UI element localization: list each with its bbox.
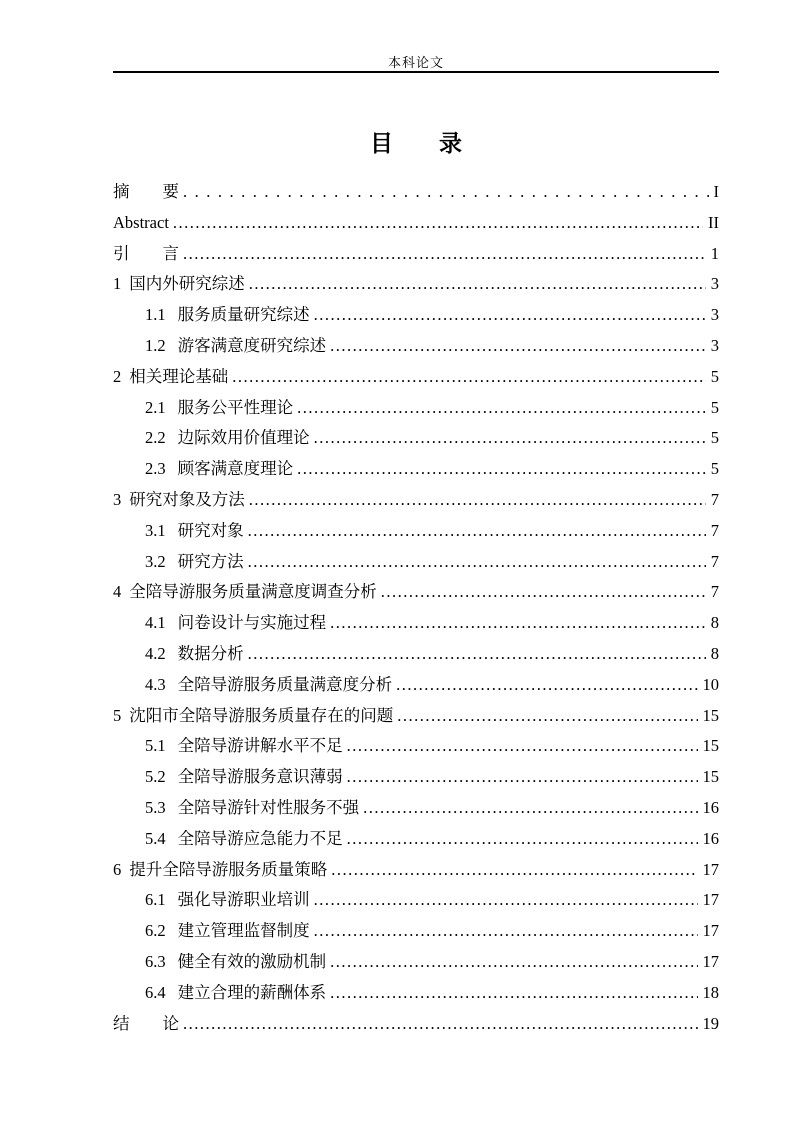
- dot-leader: [396, 670, 697, 701]
- page-number[interactable]: 15: [702, 767, 719, 787]
- page-number[interactable]: 15: [702, 736, 719, 756]
- toc-entry-number: 2.2: [145, 428, 166, 448]
- toc-entry-label: 全陪导游服务意识薄弱: [177, 767, 343, 787]
- dot-leader: [249, 485, 706, 516]
- toc-entry-number: 1: [113, 274, 122, 294]
- dot-leader: [173, 208, 703, 239]
- toc-entry-number: 4.1: [145, 613, 166, 633]
- toc-entry-number: 5.1: [145, 736, 166, 756]
- dot-leader: [347, 824, 698, 855]
- toc-entry-number: 5.2: [145, 767, 166, 787]
- toc-entry-label: 提升全陪导游服务质量策略: [129, 859, 328, 879]
- dot-leader: [183, 177, 709, 208]
- dot-leader: [330, 978, 697, 1009]
- toc-entry-label: 全陪导游服务质量满意度调查分析: [129, 582, 377, 602]
- toc-entry-label: 问卷设计与实施过程: [177, 613, 327, 633]
- toc-entry[interactable]: [113, 855, 719, 886]
- toc-entry[interactable]: [113, 393, 719, 424]
- dot-leader: [330, 331, 706, 362]
- page-number[interactable]: 3: [710, 305, 719, 325]
- dot-leader: [331, 855, 697, 886]
- page-number[interactable]: 17: [702, 951, 719, 971]
- toc-entry-number: 6.2: [145, 921, 166, 941]
- toc-entry[interactable]: [113, 731, 719, 762]
- dot-leader: [249, 269, 706, 300]
- dot-leader: [347, 731, 698, 762]
- toc-entry-number: 1.2: [145, 335, 166, 355]
- toc-entry-number: 6: [113, 859, 122, 879]
- toc-entry-number: 6.1: [145, 890, 166, 910]
- page-number[interactable]: 8: [710, 613, 719, 633]
- toc-entry-number: 5.3: [145, 797, 166, 817]
- toc-entry-label: 服务质量研究综述: [177, 305, 310, 325]
- toc-entry[interactable]: [113, 547, 719, 578]
- toc-entry[interactable]: [113, 978, 719, 1009]
- toc-entry-number: 4.3: [145, 674, 166, 694]
- toc-entry-number: 3.1: [145, 520, 166, 540]
- page-number[interactable]: 15: [702, 705, 719, 725]
- toc-entry-label: 引 言: [113, 243, 179, 263]
- toc-entry[interactable]: [113, 824, 719, 855]
- page-number[interactable]: 7: [710, 551, 719, 571]
- toc-entry[interactable]: [113, 762, 719, 793]
- page-number[interactable]: 7: [710, 489, 719, 509]
- header-rule: [113, 71, 719, 73]
- page-number[interactable]: 10: [702, 674, 719, 694]
- dot-leader: [248, 516, 706, 547]
- dot-leader: [314, 300, 706, 331]
- page-number[interactable]: 17: [702, 921, 719, 941]
- toc-entry-number: 6.3: [145, 951, 166, 971]
- dot-leader: [248, 547, 706, 578]
- toc-entry[interactable]: [113, 639, 719, 670]
- page-number[interactable]: 8: [710, 643, 719, 663]
- toc-entry[interactable]: [113, 701, 719, 732]
- page-number[interactable]: 5: [710, 397, 719, 417]
- dot-leader: [183, 239, 706, 270]
- dot-leader: [363, 793, 697, 824]
- toc-entry[interactable]: [113, 1009, 719, 1040]
- dot-leader: [248, 639, 706, 670]
- page-number[interactable]: 17: [702, 890, 719, 910]
- dot-leader: [232, 362, 706, 393]
- toc-entry[interactable]: [113, 208, 719, 239]
- toc-entry-number: 1.1: [145, 305, 166, 325]
- toc-entry-label: 全陪导游服务质量满意度分析: [177, 674, 393, 694]
- toc-entry-number: 3: [113, 489, 122, 509]
- toc-entry[interactable]: [113, 608, 719, 639]
- toc-entry-label: 研究对象: [177, 520, 244, 540]
- toc-entry[interactable]: [113, 331, 719, 362]
- toc-entry-label: 数据分析: [177, 643, 244, 663]
- page-number[interactable]: 5: [710, 428, 719, 448]
- toc-entry-number: 5.4: [145, 828, 166, 848]
- page-number[interactable]: 18: [702, 982, 719, 1002]
- page-number[interactable]: 5: [710, 459, 719, 479]
- toc-entry-number: 3.2: [145, 551, 166, 571]
- toc-entry-label: 结 论: [113, 1013, 179, 1033]
- toc-entry-label: 沈阳市全陪导游服务质量存在的问题: [129, 705, 394, 725]
- dot-leader: [314, 885, 698, 916]
- toc-entry[interactable]: [113, 885, 719, 916]
- running-header: 本科论文: [387, 55, 444, 70]
- page-number[interactable]: 1: [710, 243, 719, 263]
- page-number[interactable]: 17: [702, 859, 719, 879]
- dot-leader: [347, 762, 698, 793]
- dot-leader: [314, 916, 698, 947]
- toc-entry-number: 2.1: [145, 397, 166, 417]
- toc-entry-number: 5: [113, 705, 122, 725]
- toc-entry[interactable]: [113, 177, 719, 208]
- page-number[interactable]: 7: [710, 520, 719, 540]
- toc-entry-label: 全陪导游应急能力不足: [177, 828, 343, 848]
- page-number[interactable]: II: [708, 212, 719, 232]
- dot-leader: [183, 1009, 698, 1040]
- toc-entry-number: 2.3: [145, 459, 166, 479]
- dot-leader: [397, 701, 697, 732]
- toc-entry-label: 游客满意度研究综述: [177, 335, 327, 355]
- toc-entry[interactable]: [113, 947, 719, 978]
- toc-entry-label: 服务公平性理论: [177, 397, 294, 417]
- page-number[interactable]: 5: [710, 366, 719, 386]
- toc-entry-label: 研究方法: [177, 551, 244, 571]
- page-number[interactable]: 19: [702, 1013, 719, 1033]
- toc-entry-number: 4: [113, 582, 122, 602]
- dot-leader: [314, 423, 706, 454]
- toc-entry[interactable]: [113, 793, 719, 824]
- toc-entry-label: 边际效用价值理论: [177, 428, 310, 448]
- toc-entry-label: 国内外研究综述: [129, 274, 245, 294]
- page-number[interactable]: 16: [702, 828, 719, 848]
- toc-entry[interactable]: [113, 239, 719, 270]
- toc-entry-label: 相关理论基础: [129, 366, 229, 386]
- dot-leader: [297, 454, 706, 485]
- toc-entry-label: Abstract: [113, 212, 169, 232]
- toc-entry-number: 4.2: [145, 643, 166, 663]
- toc-entry-number: 6.4: [145, 982, 166, 1002]
- dot-leader: [330, 947, 697, 978]
- toc-entry-label: 全陪导游针对性服务不强: [177, 797, 360, 817]
- dot-leader: [381, 577, 706, 608]
- toc-entry[interactable]: [113, 362, 719, 393]
- toc-entry[interactable]: [113, 300, 719, 331]
- toc-entry[interactable]: [113, 916, 719, 947]
- toc-entry[interactable]: [113, 485, 719, 516]
- toc-entry[interactable]: [113, 516, 719, 547]
- page-title: 目 录: [370, 131, 462, 156]
- toc-entry-label: 强化导游职业培训: [177, 890, 310, 910]
- toc-entry[interactable]: [113, 670, 719, 701]
- toc-entry-label: 摘 要: [113, 182, 179, 201]
- toc-list: [113, 177, 719, 1039]
- toc-entry-label: 顾客满意度理论: [177, 459, 294, 479]
- toc-entry-label: 建立管理监督制度: [177, 921, 310, 941]
- toc-entry[interactable]: [113, 577, 719, 608]
- toc-entry-number: 2: [113, 366, 122, 386]
- toc-entry-label: 健全有效的激励机制: [177, 951, 327, 971]
- page-number[interactable]: I: [713, 182, 719, 201]
- dot-leader: [297, 393, 706, 424]
- dot-leader: [330, 608, 706, 639]
- toc-entry[interactable]: [113, 423, 719, 454]
- toc-entry-label: 建立合理的薪酬体系: [177, 982, 327, 1002]
- page-number[interactable]: 3: [710, 335, 719, 355]
- page-number[interactable]: 7: [710, 582, 719, 602]
- page-number[interactable]: 16: [702, 797, 719, 817]
- toc-entry[interactable]: [113, 269, 719, 300]
- toc-entry-label: 研究对象及方法: [129, 489, 245, 509]
- page-number[interactable]: 3: [710, 274, 719, 294]
- toc-entry[interactable]: [113, 454, 719, 485]
- toc-entry-label: 全陪导游讲解水平不足: [177, 736, 343, 756]
